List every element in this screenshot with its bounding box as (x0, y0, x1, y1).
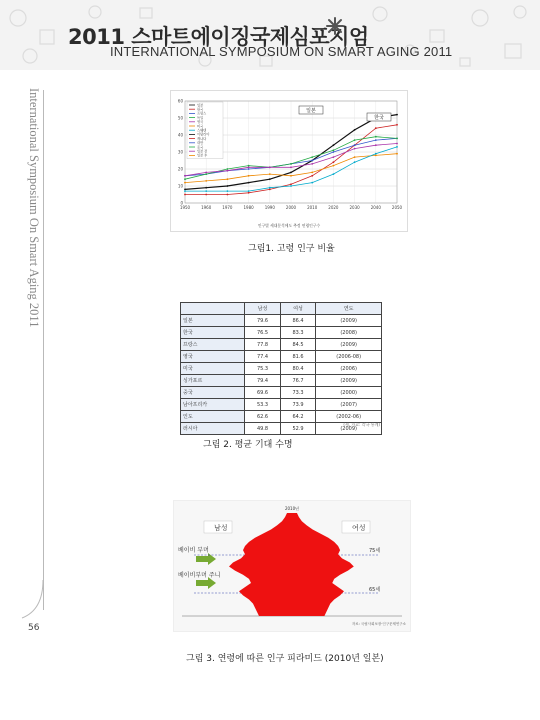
table-cell: 53.3 (245, 399, 281, 411)
table-note: (세, 자료: 각국 통계) (343, 422, 380, 427)
data-point (311, 182, 313, 184)
pyramid-male-label: 남성 (214, 524, 228, 532)
x-tick-label: 1970 (222, 205, 233, 210)
data-point (290, 166, 292, 168)
x-tick-label: 2030 (349, 205, 360, 210)
data-point (290, 172, 292, 174)
y-tick-label: 50 (177, 115, 183, 121)
y-tick-label: 40 (177, 132, 183, 138)
table-cell: 73.3 (280, 387, 316, 399)
page-number: 56 (28, 623, 40, 633)
data-point (269, 189, 271, 191)
sidebar-curve (20, 580, 48, 620)
data-point (184, 190, 186, 192)
data-point (333, 151, 335, 153)
data-point (375, 139, 377, 141)
table-cell: 84.5 (280, 339, 316, 351)
table-cell: 한국 (181, 327, 245, 339)
data-point (333, 161, 335, 163)
data-point (227, 178, 229, 180)
legend-label: 일본 (197, 103, 204, 108)
table-header-row (181, 303, 382, 315)
data-point (333, 173, 335, 175)
data-point (375, 136, 377, 138)
table-cell: 76.7 (280, 375, 316, 387)
life-expectancy-table (180, 302, 382, 435)
table-cell: 62.6 (245, 411, 281, 423)
y-tick-label: 60 (177, 98, 183, 104)
table-cell: 64.2 (280, 411, 316, 423)
data-point (227, 190, 229, 192)
data-point (184, 194, 186, 196)
x-tick-label: 2010 (307, 205, 318, 210)
data-point (184, 189, 186, 191)
pyramid-top-label: 2010년 (284, 506, 300, 511)
data-point (396, 114, 398, 116)
data-point (375, 127, 377, 129)
data-point (248, 166, 250, 168)
data-point (396, 124, 398, 126)
table-row (181, 363, 382, 375)
data-point (354, 139, 356, 141)
table-cell: 러시아 (181, 423, 245, 435)
legend-label: 대만 (197, 141, 204, 146)
age-75-label: 75세 (369, 548, 381, 554)
callout-label: 일본 (306, 108, 316, 114)
figure-life-expectancy-table (176, 300, 386, 430)
table-cell: 중국 (181, 387, 245, 399)
table-header-cell (181, 303, 245, 315)
table-cell: 73.9 (280, 399, 316, 411)
data-point (184, 175, 186, 177)
figure-population-pyramid (173, 500, 411, 632)
data-point (205, 190, 207, 192)
table-cell: 77.8 (245, 339, 281, 351)
figure1-caption: 그림1. 고령 인구 비율 (248, 244, 335, 254)
data-point (396, 138, 398, 140)
data-point (333, 165, 335, 167)
data-point (269, 178, 271, 180)
data-point (375, 153, 377, 155)
data-point (290, 183, 292, 185)
table-cell: 69.6 (245, 387, 281, 399)
sidebar-divider (43, 90, 44, 610)
legend-label: 일본 후 (197, 153, 208, 158)
data-point (227, 185, 229, 187)
x-tick-label: 2040 (370, 205, 381, 210)
table-row (181, 411, 382, 423)
y-tick-label: 20 (177, 166, 183, 172)
data-point (248, 175, 250, 177)
data-point (184, 178, 186, 180)
table-row (181, 327, 382, 339)
table-row (181, 399, 382, 411)
pyramid-female-label: 여성 (352, 524, 366, 532)
data-point (375, 144, 377, 146)
table-cell: (2002-06) (316, 411, 382, 423)
legend-label: 독일 (197, 115, 204, 120)
data-point (311, 175, 313, 177)
data-point (354, 129, 356, 131)
data-point (205, 187, 207, 189)
age-65-label: 65세 (369, 587, 381, 593)
aging-line-chart (171, 91, 407, 231)
y-tick-label: 10 (177, 183, 183, 189)
table-cell: 싱가포르 (181, 375, 245, 387)
legend-label: 일본 전 (197, 149, 208, 154)
data-point (248, 182, 250, 184)
table-cell: (2000) (316, 387, 382, 399)
data-point (290, 163, 292, 165)
figure3-caption: 그림 3. 연령에 따른 인구 피라미드 (2010년 일본) (186, 654, 384, 664)
x-tick-label: 1960 (201, 205, 212, 210)
table-cell: (2006) (316, 363, 382, 375)
data-point (375, 155, 377, 157)
table-header-cell: 여성 (280, 303, 316, 315)
data-point (205, 172, 207, 174)
data-point (205, 173, 207, 175)
data-point (184, 182, 186, 184)
data-point (290, 175, 292, 177)
legend-label: 프랑스 (197, 111, 207, 116)
data-point (248, 192, 250, 194)
data-point (333, 144, 335, 146)
figure2-caption: 그림 2. 평균 기대 수명 (203, 440, 293, 450)
data-point (396, 143, 398, 145)
data-point (311, 156, 313, 158)
data-point (227, 194, 229, 196)
data-point (205, 180, 207, 182)
y-tick-label: 30 (177, 149, 183, 155)
table-cell: 75.3 (245, 363, 281, 375)
x-tick-label: 1980 (243, 205, 254, 210)
star-logo-icon (325, 16, 345, 36)
data-point (227, 168, 229, 170)
table-cell: 49.8 (245, 423, 281, 435)
data-point (333, 156, 335, 158)
legend-label: 미국 (197, 124, 204, 129)
table-cell: (2008) (316, 327, 382, 339)
data-point (333, 149, 335, 151)
pyramid-credit: 자료: 국립사회보장·인구문제연구소 (351, 622, 406, 626)
table-cell: (2009) (316, 315, 382, 327)
x-tick-label: 2050 (391, 205, 403, 210)
data-point (354, 144, 356, 146)
sidebar-vertical-title: International Symposium On Smart Aging 2011 (27, 88, 41, 328)
table-header-cell: 남성 (245, 303, 281, 315)
table-cell: (2009) (316, 375, 382, 387)
table-cell: 76.5 (245, 327, 281, 339)
table-cell: 80.4 (280, 363, 316, 375)
legend-label: 한국 (197, 107, 204, 112)
data-point (248, 168, 250, 170)
table-cell: (2009) (316, 339, 382, 351)
data-point (311, 163, 313, 165)
table-cell: 일본 (181, 315, 245, 327)
table-cell: 77.4 (245, 351, 281, 363)
data-point (354, 161, 356, 163)
table-header-cell: 연도 (316, 303, 382, 315)
table-cell: 79.4 (245, 375, 281, 387)
data-point (396, 146, 398, 148)
data-point (290, 185, 292, 187)
x-tick-label: 2000 (285, 205, 297, 210)
table-cell: 미국 (181, 363, 245, 375)
table-cell: 79.6 (245, 315, 281, 327)
data-point (205, 194, 207, 196)
x-tick-label: 1990 (264, 205, 275, 210)
table-cell: 프랑스 (181, 339, 245, 351)
table-row (181, 387, 382, 399)
pyramid-shape (229, 513, 354, 616)
data-point (311, 160, 313, 162)
legend-label: 이탈리아 (197, 132, 210, 137)
table-row (181, 315, 382, 327)
x-tick-label: 2020 (328, 205, 339, 210)
data-point (248, 165, 250, 167)
table-cell: 86.4 (280, 315, 316, 327)
x-tick-label: 1950 (179, 205, 191, 210)
data-point (396, 153, 398, 155)
baby-boom-junior-label: 베이비부머 주니 (178, 572, 221, 579)
legend-label: 캐나다 (197, 136, 207, 141)
data-point (227, 170, 229, 172)
table-cell: (2009) (316, 423, 382, 435)
table-cell: 영국 (181, 351, 245, 363)
y-tick-label: 0 (180, 200, 183, 206)
table-row (181, 339, 382, 351)
header-band (0, 0, 540, 70)
figure-aging-ratio-chart (170, 90, 408, 232)
data-point (248, 190, 250, 192)
table-cell: 남아프리카 (181, 399, 245, 411)
table-cell: (2007) (316, 399, 382, 411)
table-row (181, 351, 382, 363)
table-cell: (2006-08) (316, 351, 382, 363)
baby-boom-label: 베이비 부머 (178, 547, 209, 554)
table-cell: 81.6 (280, 351, 316, 363)
legend-label: 중국 (197, 145, 204, 150)
data-point (354, 148, 356, 150)
table-cell: 인도 (181, 411, 245, 423)
symposium-title-korean: 2011 스마트에이징국제심포지엄 (68, 25, 369, 49)
table-cell: 83.3 (280, 327, 316, 339)
chart-bottom-note: 인구별 세대분석에도 추정 연령인구수 (257, 223, 321, 228)
table-cell: 52.9 (280, 423, 316, 435)
table-row (181, 375, 382, 387)
symposium-title-english: INTERNATIONAL SYMPOSIUM ON SMART AGING 2011 (110, 44, 453, 59)
legend-label: 스웨덴 (197, 128, 207, 133)
legend-label: 영국 (197, 120, 204, 125)
data-point (269, 166, 271, 168)
data-point (354, 156, 356, 158)
data-point (311, 172, 313, 174)
callout-label: 한국 (374, 115, 384, 121)
population-pyramid-chart (174, 501, 410, 631)
data-point (269, 173, 271, 175)
data-point (269, 187, 271, 189)
